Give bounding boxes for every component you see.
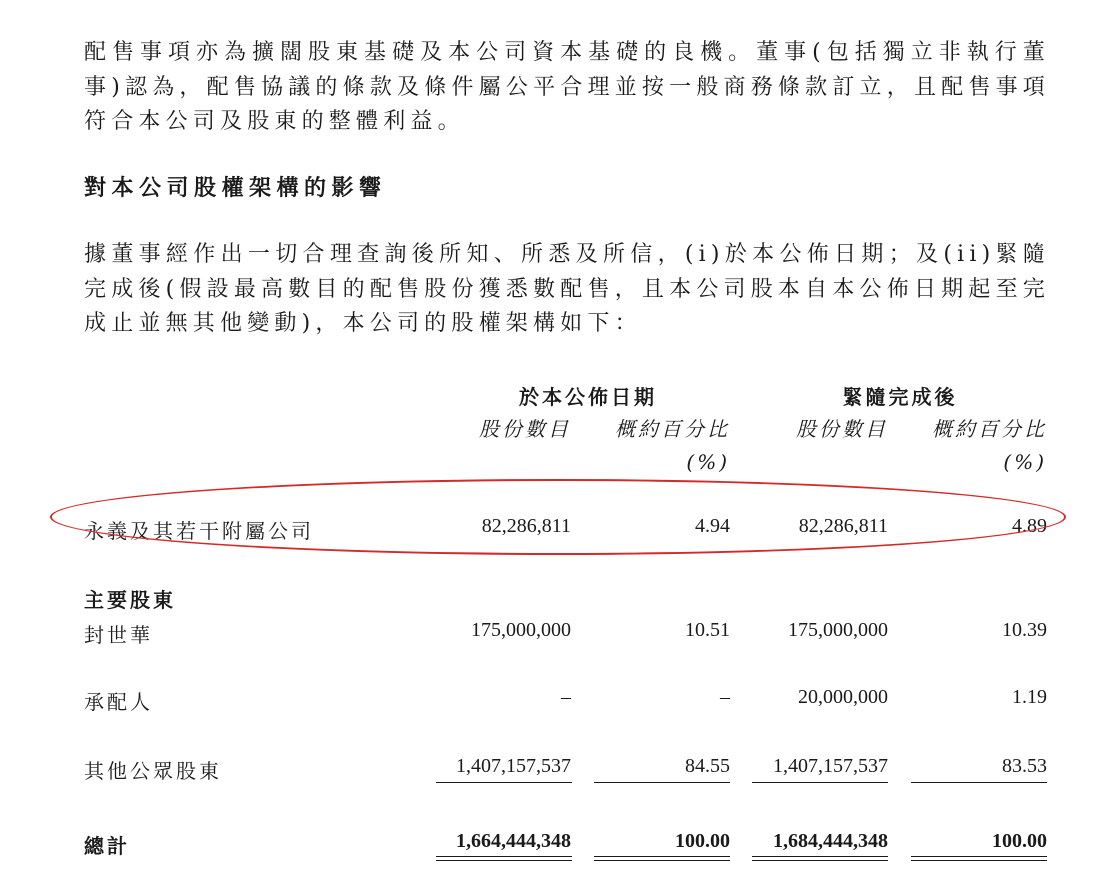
- cell-shares-1: 175,000,000: [471, 619, 571, 641]
- col-header-pct-1: 概約百分比: [615, 417, 730, 441]
- cell-shares-2: 20,000,000: [798, 686, 888, 708]
- row-label: 封世華: [84, 623, 153, 647]
- cell-shares-2: 175,000,000: [788, 619, 888, 641]
- section-heading: 對本公司股權架構的影響: [84, 175, 387, 201]
- cell-pct-1: 84.55: [685, 755, 730, 777]
- cell-pct-1: 100.00: [675, 830, 730, 852]
- group-header-after-completion: 緊隨完成後: [842, 385, 958, 409]
- total-double-rule: [911, 860, 1047, 861]
- intro-paragraph: 配售事項亦為擴闊股東基礎及本公司資本基礎的良機。董事(包括獨立非執行董事)認為，配售協議的條款及條件屬公平合理並按一般商務條款訂立，且配售事項符合本公司及股東的整體利益。: [84, 40, 1050, 134]
- row-label: 永義及其若干附屬公司: [84, 519, 314, 543]
- highlight-ellipse: [50, 479, 1066, 555]
- total-double-rule: [752, 860, 888, 861]
- total-double-rule: [911, 856, 1047, 857]
- cell-shares-1: 82,286,811: [481, 515, 571, 537]
- col-header-shares-2: 股份數目: [796, 417, 888, 441]
- cell-pct-2: 4.89: [1012, 515, 1047, 537]
- cell-pct-2: 83.53: [1002, 755, 1047, 777]
- total-double-rule: [594, 856, 730, 857]
- subtotal-rule: [594, 782, 730, 783]
- row-label: 其他公眾股東: [84, 759, 222, 783]
- row-label: 總計: [84, 834, 130, 858]
- col-header-pct-unit-2: (%): [1003, 450, 1047, 474]
- cell-pct-2: 10.39: [1002, 619, 1047, 641]
- cell-pct-1: 10.51: [685, 619, 730, 641]
- total-double-rule: [594, 860, 730, 861]
- row-label: 承配人: [84, 690, 153, 714]
- cell-shares-1: –: [561, 686, 571, 708]
- cell-pct-2: 100.00: [992, 830, 1047, 852]
- col-header-pct-2: 概約百分比: [932, 417, 1047, 441]
- cell-shares-1: 1,664,444,348: [456, 830, 571, 852]
- row-section-label: 主要股東: [84, 588, 176, 612]
- cell-pct-1: –: [720, 686, 730, 708]
- cell-shares-2: 1,684,444,348: [773, 830, 888, 852]
- col-header-shares-1: 股份數目: [479, 417, 571, 441]
- cell-pct-2: 1.19: [1012, 686, 1047, 708]
- total-double-rule: [752, 856, 888, 857]
- shareholding-intro-paragraph: 據董事經作出一切合理查詢後所知、所悉及所信，(i)於本公佈日期；及(ii)緊隨完成後(假設最高數目的配售股份獲悉數配售，且本公司股本自本公佈日期起至完成止並無其他變動)，本公司的股權架構如下：: [84, 242, 1050, 336]
- cell-pct-1: 4.94: [695, 515, 730, 537]
- total-double-rule: [436, 860, 572, 861]
- subtotal-rule: [911, 782, 1047, 783]
- group-header-announcement-date: 於本公佈日期: [519, 385, 657, 409]
- cell-shares-2: 1,407,157,537: [773, 755, 888, 777]
- total-double-rule: [436, 856, 572, 857]
- cell-shares-2: 82,286,811: [798, 515, 888, 537]
- col-header-pct-unit-1: (%): [686, 450, 730, 474]
- cell-shares-1: 1,407,157,537: [456, 755, 571, 777]
- subtotal-rule: [752, 782, 888, 783]
- subtotal-rule: [436, 782, 572, 783]
